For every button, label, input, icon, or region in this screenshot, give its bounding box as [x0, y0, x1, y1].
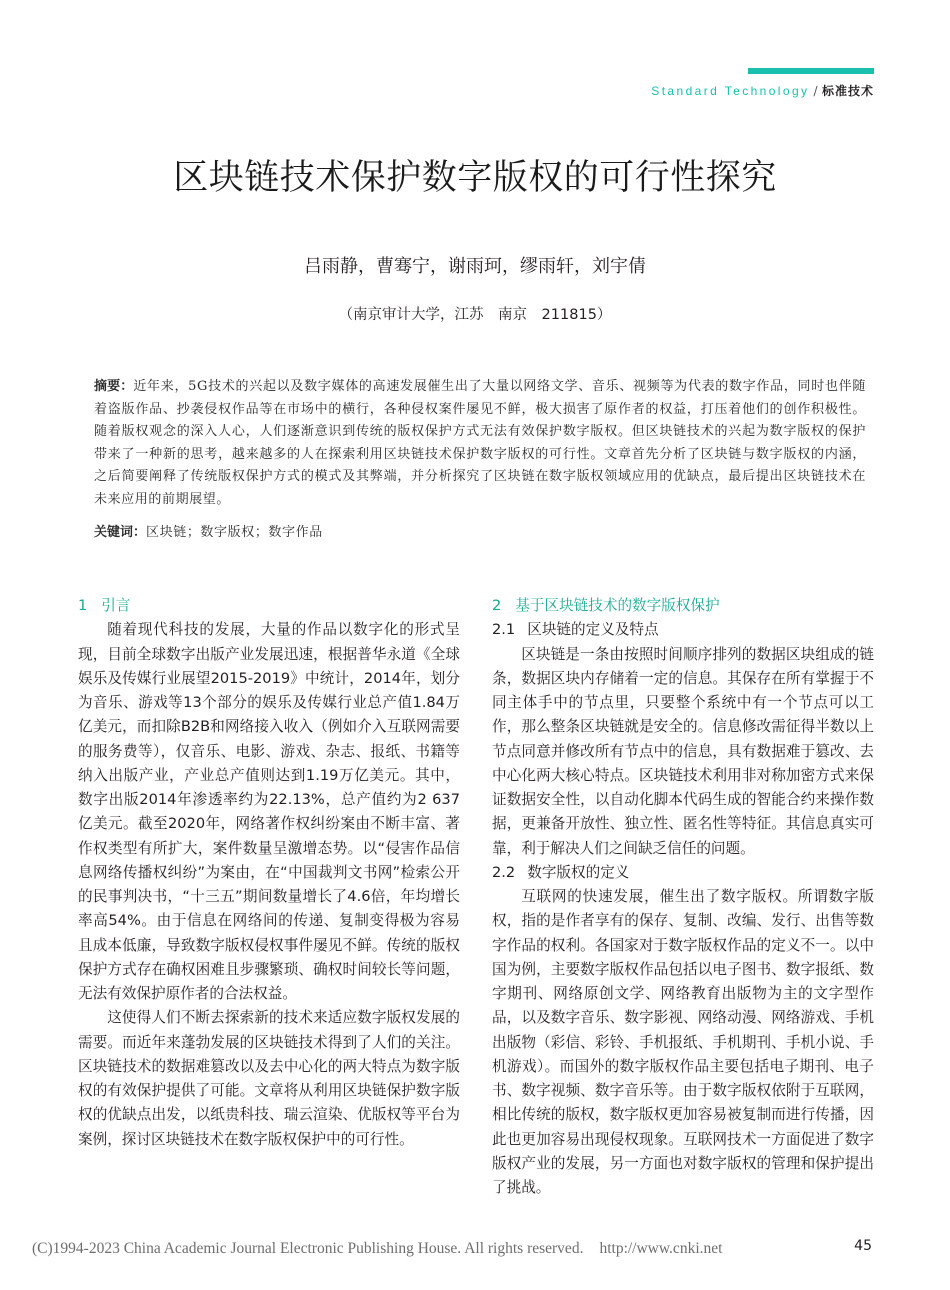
subsection-title: 数字版权的定义 — [527, 863, 630, 881]
abstract — [94, 376, 866, 511]
subsection-number: 2.2 — [492, 863, 516, 881]
body-paragraph: 随着现代科技的发展，大量的作品以数字化的形式呈现，目前全球数字出版产业发展迅速，根据普华永道《全球娱乐及传媒行业展望2015-2019》中统计，2014年，划分为音乐、游戏等13个部分的娱乐及传媒行业总产值1.84万亿美元，而扣除B2B和网络接入收入（例如介入互联网需要的服务费等），仅音乐、电影、游戏、杂志、报纸、书籍等纳入出版产业，产业总产值则达到1.19万亿美元。其中，数字出版2014年渗透率约为22.13%，总产值约为2 637亿美元。截至2020年，网络著作权纠纷案由不断丰富、著作权类型有所扩大，案件数量呈激增态势。以“侵害作品信息网络传播权纠纷”为案由，在“中国裁判文书网”检索公开的民事判决书，“十三五”期间数量增长了4.6倍，年均增长率高54%。由于信息在网络间的传递、复制变得极为容易且成本低廉，导致数字版权侵权事件屡见不鲜。传统的版权保护方式存在确权困难且步骤繁琐、确权时间较长等问题，无法有效保护原作者的合法权益。 — [78, 621, 461, 1002]
section-label — [651, 82, 874, 99]
header-accent-bar — [748, 68, 874, 74]
subsection-title: 区块链的定义及特点 — [527, 621, 659, 639]
article-title: 区块链技术保护数字版权的可行性探究 — [173, 158, 777, 198]
author-list: 吕雨静，曹骞宁，谢雨珂，缪雨轩，刘宇倩 — [304, 256, 646, 277]
page-number: 45 — [854, 1238, 872, 1254]
section-title: 基于区块链技术的数字版权保护 — [515, 597, 720, 614]
footer-url: http://www.cnki.net — [599, 1240, 723, 1257]
left-column — [78, 594, 460, 1152]
copyright-footer — [32, 1240, 722, 1258]
keywords-text: 区块链；数字版权；数字作品 — [146, 525, 323, 540]
keywords-label: 关键词： — [94, 525, 147, 540]
subsection-number: 2.1 — [492, 621, 516, 639]
right-column — [492, 594, 874, 1200]
section-number: 1 — [78, 597, 88, 614]
section-label-zh: 标准技术 — [821, 84, 874, 98]
section-number: 2 — [492, 597, 502, 614]
section-title: 引言 — [101, 597, 131, 614]
section-heading-blockchain-protection — [492, 594, 874, 618]
body-paragraph: 区块链是一条由按照时间顺序排列的数据区块组成的链条，数据区块内存储着一定的信息。其保存在所有掌握于不同主体手中的节点里，只要整个系统中有一个节点可以工作，那么整条区块链就是安全的。信息修改需征得半数以上节点同意并修改所有节点中的信息，具有数据难于篡改、去中心化两大核心特点。区块链技术利用非对称加密方式来保证数据安全性，以自动化脚本代码生成的智能合约来操作数据，更兼备开放性、独立性、匿名性等特征。其信息真实可靠，利于解决人们之间缺乏信任的问题。 — [492, 645, 874, 857]
section-label-separator: / — [813, 84, 818, 98]
subsection-heading-blockchain-definition — [492, 618, 874, 642]
body-paragraph: 互联网的快速发展，催生出了数字版权。所谓数字版权，指的是作者享有的保存、复制、改编、发行、出售等数字作品的权利。各国家对于数字版权作品的定义不一。以中国为例，主要数字版权作品包括以电子图书、数字报纸、数字期刊、网络原创文学、网络教育出版物为主的文字型作品，以及数字音乐、数字影视、网络动漫、网络游戏、手机出版物（彩信、彩铃、手机报纸、手机期刊、手机小说、手机游戏）。而国外的数字版权作品主要包括电子期刊、电子书、数字视频、数字音乐等。由于数字版权依附于互联网，相比传统的版权，数字版权更加容易被复制而进行传播，因此也更加容易出现侵权现象。互联网技术一方面促进了数字版权产业的发展，另一方面也对数字版权的管理和保护提出了挑战。 — [492, 888, 874, 1196]
section-heading-introduction — [78, 594, 460, 618]
abstract-text: 近年来，5G技术的兴起以及数字媒体的高速发展催生出了大量以网络文学、音乐、视频等为代表的数字作品，同时也伴随着盗版作品、抄袭侵权作品等在市场中的横行，各种侵权案件屡见不鲜，极大损害了原作者的权益，打压着他们的创作积极性。随着版权观念的深入人心，人们逐渐意识到传统的版权保护方式无法有效保护数字版权。但区块链技术的兴起为数字版权的保护带来了一种新的思考，越来越多的人在探索利用区块链技术保护数字版权的可行性。文章首先分析了区块链与数字版权的内涵，之后简要阐释了传统版权保护方式的模式及其弊端，并分析探究了区块链在数字版权领域应用的优缺点，最后提出区块链技术在未来应用的前期展望。 — [94, 379, 866, 507]
section-label-en: Standard Technology — [651, 84, 810, 98]
subsection-heading-digital-copyright-definition — [492, 861, 874, 885]
keywords — [94, 522, 866, 544]
copyright-notice: (C)1994-2023 China Academic Journal Electronic Publishing House. All rights reserved. — [32, 1240, 584, 1257]
affiliation: （南京审计大学，江苏 南京 211815） — [338, 307, 612, 323]
abstract-label: 摘要： — [94, 379, 134, 394]
body-paragraph: 这使得人们不断去探索新的技术来适应数字版权发展的需要。而近年来蓬勃发展的区块链技术得到了人们的关注。区块链技术的数据难篡改以及去中心化的两大特点为数字版权的有效保护提供了可能。文章将从利用区块链保护数字版权的优缺点出发，以纸贵科技、瑞云渲染、优版权等平台为案例，探讨区块链技术在数字版权保护中的可行性。 — [78, 1009, 460, 1148]
